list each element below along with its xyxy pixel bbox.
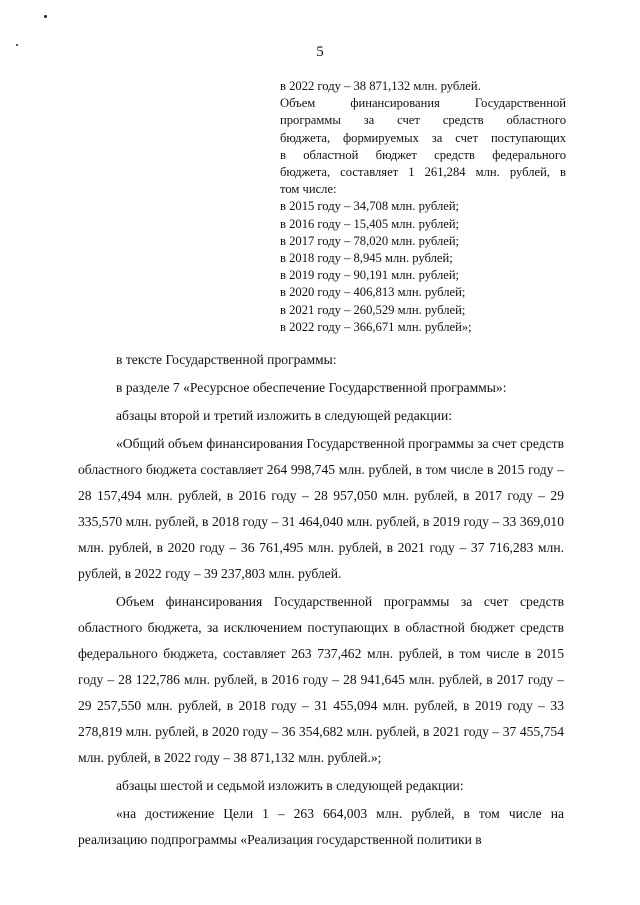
scan-speck [44,15,47,18]
cell-line: в 2019 году – 90,191 млн. рублей; [280,268,460,283]
cell-line: в 2021 году – 260,529 млн. рублей; [280,302,466,317]
cell-line: бюджета, формируемых за счет поступающих [280,130,566,145]
document-body [78,347,564,853]
cell-line: в 2020 году – 406,813 млн. рублей; [280,285,466,300]
paragraph: абзацы второй и третий изложить в следующей редакции: [116,408,452,423]
paragraph: абзацы шестой и седьмой изложить в следующей редакции: [116,778,464,793]
paragraph: «на достижение Цели 1 – 263 664,003 млн. рублей, в том числе на реализацию подпрограммы «Реализация государственной политики в [78,806,564,847]
cell-line: в 2015 году – 34,708 млн. рублей; [280,199,460,214]
page-number: 5 [316,44,324,60]
cell-line: в 2018 году – 8,945 млн. рублей; [280,251,453,266]
paragraph: «Общий объем финансирования Государственной программы за счет средств областного бюджета составляет 264 998,745 млн. рублей, в том числе в 2015 году – 28 157,494 млн. рублей, в 2016 году – 28 957,050 млн. рублей, в 2017 году – 29 335,570 млн. рублей, в 2018 году – 31 464,040 млн. рублей, в 2019 году – 33 369,010 млн. рублей, в 2020 году – 36 761,495 млн. рублей, в 2021 году – 37 716,283 млн. рублей, в 2022 году – 39 237,803 млн. рублей. [78,436,564,581]
cell-line: в 2022 году – 38 871,132 млн. рублей. [280,79,481,93]
cell-line: в 2016 году – 15,405 млн. рублей; [280,216,460,231]
cell-line: в 2017 году – 78,020 млн. рублей; [280,233,460,248]
cell-line: том числе: [280,182,337,197]
cell-line: бюджета, составляет 1 261,284 млн. рублей, в [280,165,566,180]
cell-line: в 2022 году – 366,671 млн. рублей»; [280,319,472,334]
paragraph: Объем финансирования Государственной программы за счет средств областного бюджета, за исключением поступающих в областной бюджет средств федерального бюджета, составляет 263 737,462 млн. рублей, в том числе в 2015 году – 28 122,786 млн. рублей, в 2016 году – 28 941,645 млн. рублей, в 2017 году – 29 257,550 млн. рублей, в 2018 году – 31 455,094 млн. рублей, в 2019 году – 33 278,819 млн. рублей, в 2020 году – 36 354,682 млн. рублей, в 2021 году – 37 455,754 млн. рублей, в 2022 году – 38 871,132 млн. рублей.»; [78,594,564,765]
table-cell-financing [280,78,566,336]
cell-line: Объем финансирования Государственной [280,96,566,111]
paragraph: в разделе 7 «Ресурсное обеспечение Государственной программы»: [116,380,507,395]
cell-line: в областной бюджет средств федерального [280,147,566,162]
cell-line: программы за счет средств областного [280,113,566,128]
paragraph: в тексте Государственной программы: [116,352,337,367]
